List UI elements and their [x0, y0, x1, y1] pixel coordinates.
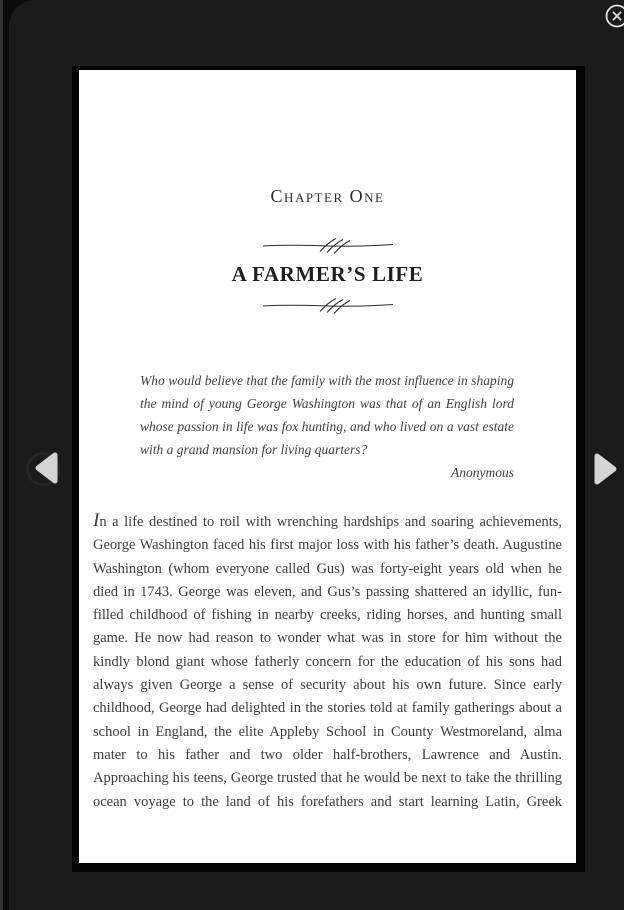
close-icon [604, 17, 624, 32]
previous-page-button[interactable] [22, 449, 62, 487]
flourish-divider-icon [262, 234, 394, 261]
next-page-button[interactable] [591, 450, 617, 486]
drop-cap-initial: I [93, 510, 100, 531]
chapter-label: Chapter One [270, 186, 385, 206]
chapter-title: A FARMER’S LIFE [231, 262, 424, 286]
body-paragraph-text: n a life destined to roil with wrenching hardships and soaring achievements, George Washington faced his first major loss with his father’s death. Augustine Washington (whom everyone called Gus) was forty-eight years old when he died in 1743. George was eleven, and Gus’s passing shattered an idyllic, fun-filled childhood of fishing in nearby creeks, riding horses, and hunting small game. He now had reason to wonder what was in store for him without the kindly blond giant whose fatherly concern for the education of his sons had always given George a sense of security about his own future. Since early childhood, George had delighted in the stories told at family gatherings about a school in England, the elite Appleby School in County Westmoreland, alma mater to his father and two older half-brothers, Lawrence and Austin. Approaching his teens, George trusted that he would be next to take the thrilling ocean voyage to the land of his forefathers and start learning Latin, Greek [93, 514, 562, 810]
book-page [79, 70, 576, 863]
underlay-edge [0, 0, 3, 910]
page-frame [72, 66, 585, 872]
flourish-divider-icon [262, 294, 394, 321]
epigraph-attribution: Anonymous [451, 465, 514, 480]
body-paragraph [93, 511, 562, 814]
epigraph-block [140, 369, 514, 484]
close-button[interactable] [604, 3, 624, 29]
epigraph-text: Who would believe that the family with the most influence in shaping the mind of young George Washington was that of an English lord whose passion in life was fox hunting, and who lived on a vast estate with a grand mansion for living quarters? [140, 373, 514, 457]
